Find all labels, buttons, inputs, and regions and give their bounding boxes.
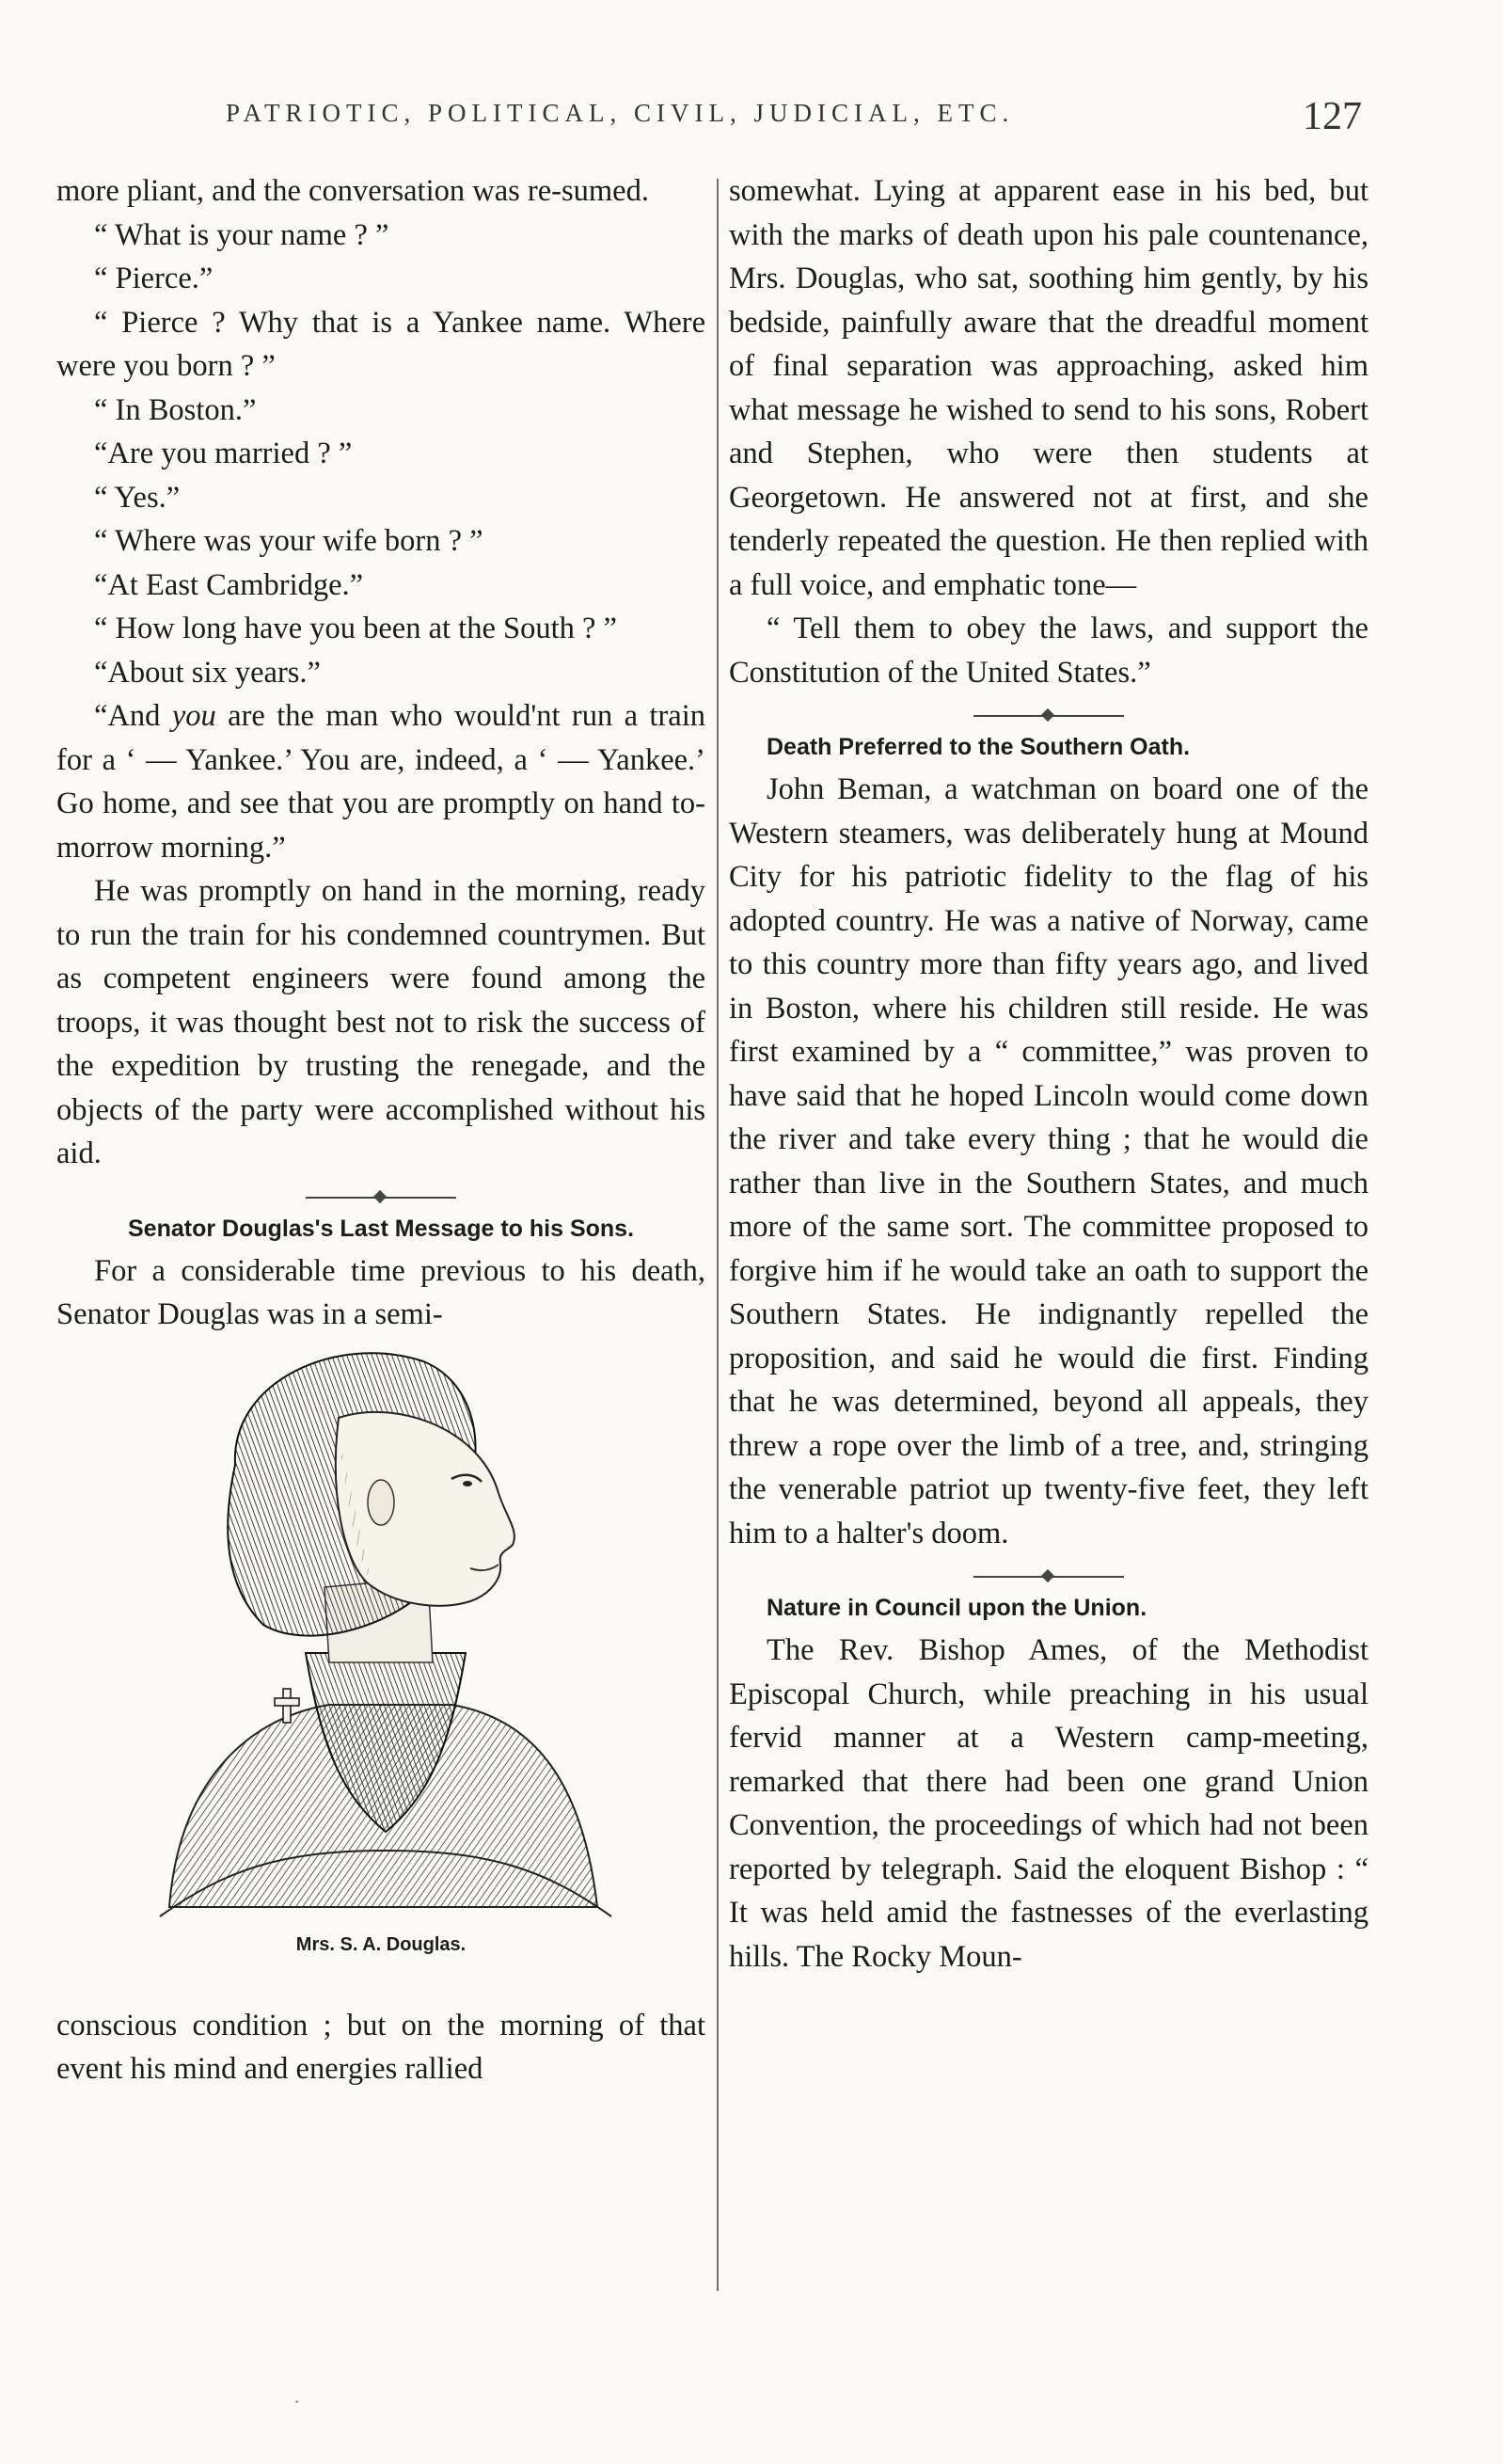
- section-separator: [306, 1187, 456, 1208]
- paragraph: conscious condition ; but on the morning of that event his mind and energies rallied: [56, 2008, 705, 2086]
- left-column: [56, 169, 705, 2091]
- dialogue-line: “ How long have you been at the South ? ”: [94, 612, 617, 645]
- running-header: PATRIOTIC, POLITICAL, CIVIL, JUDICIAL, ETC.: [226, 99, 1015, 127]
- section-separator: [973, 1566, 1124, 1587]
- page-number: 127: [1303, 95, 1362, 138]
- quote-paragraph: “ Tell them to obey the laws, and support the Constitution of the United States.”: [729, 612, 1369, 690]
- paragraph: He was promptly on hand in the morning, ready to run the train for his condemned countrymen. But as competent engineers were found among the troops, it was thought best not to risk the success of the expedition by trusting the renegade, and the objects of the party were accomplished without his aid.: [56, 874, 705, 1170]
- section-separator: [973, 706, 1124, 726]
- section-heading: Nature in Council upon the Union.: [767, 1595, 1147, 1621]
- dialogue-line: “ Pierce.”: [94, 262, 214, 295]
- right-column: [729, 169, 1369, 1979]
- paragraph: more pliant, and the conversation was re-sumed.: [56, 174, 649, 208]
- dialogue-paragraph: [56, 694, 705, 869]
- dialogue-line: “ Where was your wife born ? ”: [94, 524, 483, 558]
- dialogue-line: “ Yes.”: [94, 480, 181, 515]
- portrait-image: [56, 1343, 705, 1931]
- section-heading: Senator Douglas's Last Message to his Sons.: [127, 1215, 635, 1242]
- italic-word: you: [171, 699, 216, 733]
- column-divider: [717, 179, 719, 2291]
- section-heading: Death Preferred to the Southern Oath.: [767, 734, 1191, 760]
- text-run: “And: [94, 699, 172, 733]
- dialogue-line: “Are you married ? ”: [94, 437, 353, 470]
- dialogue-line: “At East Cambridge.”: [94, 567, 364, 602]
- paragraph: John Beman, a watchman on board one of the Western steamers, was deliberately hung at Mound City for his patriotic fidelity to the flag of his adopted country. He was a native of Norway, came to this country more than fifty years ago, and lived in Boston, where his children still reside. He was first examined by a “ committee,” was proven to have said that he hoped Lincoln would come down the river and take every thing ; that he would die rather than live in the Southern States, and much more of the same sort. The committee proposed to forgive him if he would take an oath to support the Southern States. He indignantly repelled the proposition, and said he would die first. Finding that he was determined, beyond all appeals, they threw a rope over the limb of a tree, and, stringing the venerable patriot up twenty-five feet, they left him to a halter's doom.: [729, 772, 1369, 1550]
- portrait-caption: Mrs. S. A. Douglas.: [295, 1933, 467, 1955]
- paragraph: For a considerable time previous to his death, Senator Douglas was in a semi-: [56, 1253, 705, 1331]
- printer-mark: ·: [293, 2390, 301, 2413]
- text-run: are the man who would'nt run a train for a ‘ — Yankee.’ You are, indeed, a ‘ — Yankee.’ Go home, and see that you are promptly on hand to-morrow morning.”: [56, 699, 705, 865]
- dialogue-line: “About six years.”: [94, 655, 321, 690]
- dialogue-line: “ Pierce ? Why that is a Yankee name. Where were you born ? ”: [56, 305, 705, 383]
- portrait-engraving: [56, 1343, 705, 1931]
- dialogue-line: “ In Boston.”: [94, 392, 257, 427]
- paragraph: The Rev. Bishop Ames, of the Methodist Episcopal Church, while preaching in his usual fervid manner at a Western camp-meeting, remarked that there had been one grand Union Convention, the proceedings of which had not been reported by telegraph. Said the eloquent Bishop : “ It was held amid the fastnesses of the everlasting hills. The Rocky Moun-: [729, 1633, 1369, 1974]
- dialogue-line: “ What is your name ? ”: [94, 217, 389, 252]
- paragraph: somewhat. Lying at apparent ease in his bed, but with the marks of death upon his pale countenance, Mrs. Douglas, who sat, soothing him gently, by his bedside, painfully aware that the dreadful moment of final separation was approaching, asked him what message he wished to send to his sons, Robert and Stephen, who were then students at Georgetown. He answered not at first, and she tenderly repeated the question. He then replied with a full voice, and emphatic tone—: [729, 174, 1369, 602]
